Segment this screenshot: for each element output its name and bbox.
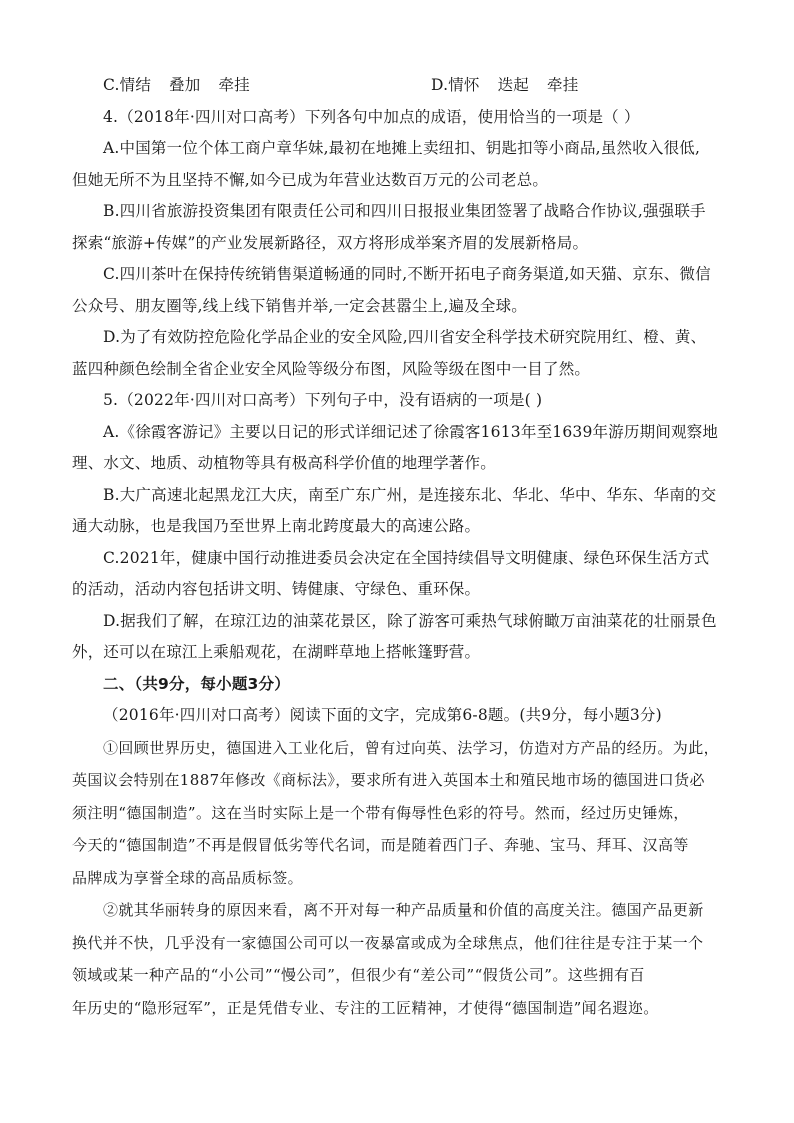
q4-option-d-line2: 蓝四种颜色绘制全省企业安全风险等级分布图，风险等级在图中一目了然。 — [72, 359, 591, 378]
q5-option-a-line2: 理、水文、地质、动植物等具有极高科学价值的地理学著作。 — [72, 454, 496, 472]
q5-option-d-line1: D.据我们了解，在琼江边的油菜花景区，除了游客可乘热气球俯瞰万亩油菜花的壮丽景色 — [103, 611, 717, 630]
q4-option-c-line2: 公众号、朋友圈等,线上线下销售并举,一定会甚嚣尘上,遍及全球。 — [72, 296, 527, 315]
q5-option-b-line2: 通大动脉，也是我国乃至世界上南北跨度最大的高速公路。 — [72, 517, 481, 535]
q3-options-row — [72, 70, 724, 102]
q4-option-c-line1: C.四川茶叶在保持传统销售渠道畅通的同时,不断开拓电子商务渠道,如天猫、京东、微信 — [103, 265, 711, 283]
q5-stem: 5.（2022年·四川对口高考）下列句子中，没有语病的一项是( ) — [103, 391, 543, 409]
q5-option-c-line1: C.2021年，健康中国行动推进委员会决定在全国持续倡导文明健康、绿色环保生活方式 — [103, 548, 710, 567]
exam-page — [72, 70, 724, 1024]
passage-p1-line4: 今天的“德国制造”不再是假冒低劣等代名词，而是随着西门子、奔驰、宝马、拜耳、汉高等 — [72, 836, 689, 854]
q3-option-c: C.情结 叠加 牵挂 — [103, 76, 250, 94]
q5-option-c-line2: 的活动，活动内容包括讲文明、铸健康、守绿色、重环保。 — [72, 580, 481, 598]
passage-p2-line1: ②就其华丽转身的原因来看，离不开对每一种产品质量和价值的高度关注。德国产品更新 — [103, 901, 704, 919]
passage-p1-line5: 品牌成为享誉全球的高品质标签。 — [72, 868, 304, 887]
passage-p2-line3: 领域或某一种产品的“小公司”“慢公司”，但很少有“差公司”“假货公司”。这些拥有百 — [72, 966, 645, 984]
q4-option-b-line2: 探索“旅游+传媒”的产业发展新路径，双方将形成举案齐眉的发展新格局。 — [72, 233, 589, 252]
q5-option-b-line1: B.大广高速北起黑龙江大庆，南至广东广州，是连接东北、华北、华中、华东、华南的交 — [103, 485, 717, 504]
q4-option-a-line1: A.中国第一位个体工商户章华妹,最初在地摊上卖纽扣、钥匙扣等小商品,虽然收入很低, — [103, 139, 701, 157]
q5-option-d-line2: 外，还可以在琼江上乘船观花，在湖畔草地上搭帐篷野营。 — [72, 643, 481, 661]
section-2-heading: 二、（共9分，每小题3分） — [103, 674, 290, 693]
q4-option-d-line1: D.为了有效防控危险化学品企业的安全风险,四川省安全科学技术研究院用红、橙、黄、 — [103, 328, 707, 346]
passage-p1-line1: ①回顾世界历史，德国进入工业化后，曾有过向英、法学习，仿造对方产品的经历。为此， — [103, 738, 720, 757]
q5-option-a-line1: A.《徐霞客游记》主要以日记的形式详细记述了徐霞客1613年至1639年游历期间观察地 — [103, 422, 719, 441]
passage-p1-line2: 英国议会特别在1887年修改《商标法》，要求所有进入英国本土和殖民地市场的德国进口货必 — [72, 771, 705, 789]
section-2-intro: （2016年·四川对口高考）阅读下面的文字，完成第6-8题。(共9分，每小题3分) — [103, 706, 662, 724]
passage-p2-line2: 换代并不快，几乎没有一家德国公司可以一夜暴富或成为全球焦点，他们往往是专注于某一个 — [72, 933, 704, 952]
q4-option-a-line2: 但她无所不为且坚持不懈,如今已成为年营业达数百万元的公司老总。 — [72, 170, 549, 189]
q4-option-b-line1: B.四川省旅游投资集团有限责任公司和四川日报报业集团签署了战略合作协议,强强联手 — [103, 202, 706, 220]
q4-stem: 4.（2018年·四川对口高考）下列各句中加点的成语，使用恰当的一项是（ ） — [103, 107, 640, 126]
passage-p2-line4: 年历史的“隐形冠军”，正是凭借专业、专注的工匠精神，才使得“德国制造”闻名遐迩。 — [72, 998, 659, 1017]
q3-option-d: D.情怀 迭起 牵挂 — [431, 76, 579, 94]
passage-p1-line3: 须注明“德国制造”。这在当时实际上是一个带有侮辱性色彩的符号。然而，经过历史锤炼， — [72, 803, 689, 822]
